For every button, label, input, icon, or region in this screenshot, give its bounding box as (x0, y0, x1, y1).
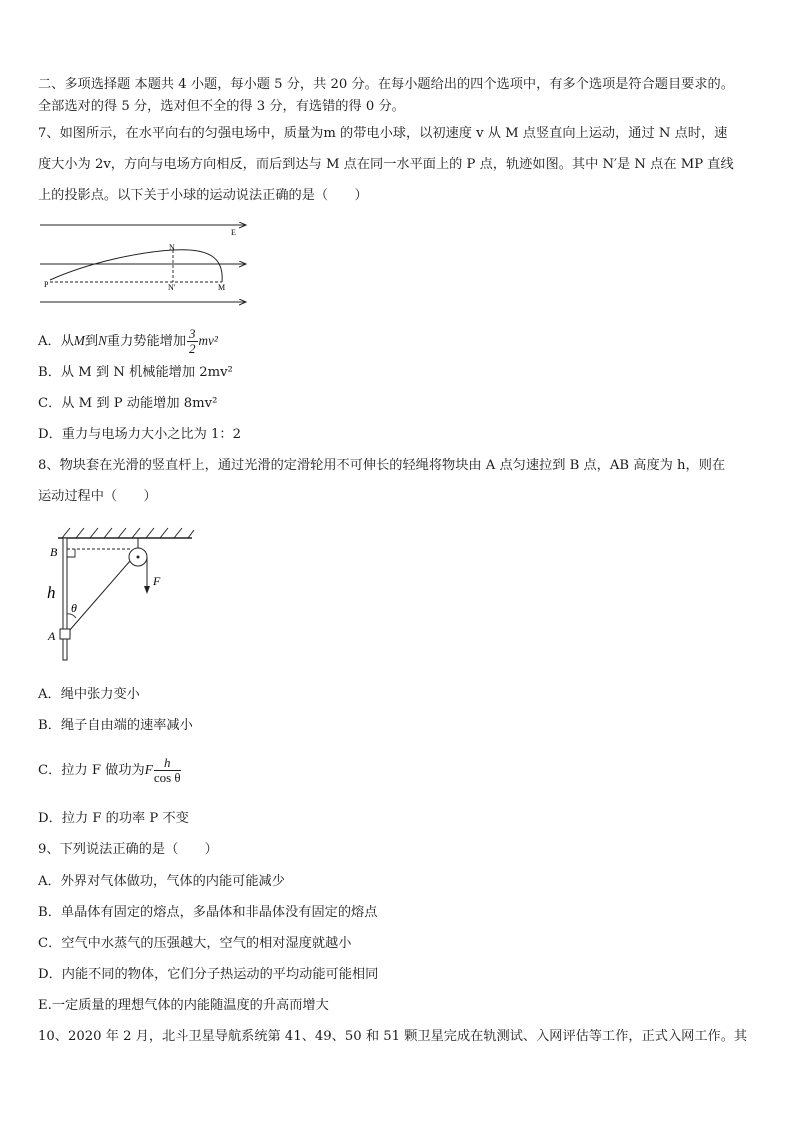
q8-stem-line-2: 运动过程中（ ） (38, 489, 157, 504)
ceiling-hatching (62, 528, 194, 538)
q9-option-b: B．单晶体有固定的熔点，多晶体和非晶体没有固定的熔点 (38, 905, 378, 920)
label-N: N (169, 243, 175, 252)
label-P: P (44, 280, 49, 289)
label-theta: θ (71, 601, 77, 615)
q7-option-d: D．重力与电场力大小之比为 1：2 (38, 427, 241, 442)
section-header-line-1: 二、多项选择题 本题共 4 小题，每小题 5 分，共 20 分。在每小题给出的四个选项中，有多个选项是符合题目要求的。 (38, 77, 734, 92)
q9-option-a: A．外界对气体做功，气体的内能可能减少 (38, 874, 285, 889)
q8-option-b: B．绳子自由端的速率减小 (38, 718, 193, 733)
q9-option-d: D．内能不同的物体，它们分子热运动的平均动能可能相同 (38, 967, 379, 982)
section-header-line-2: 全部选对的得 5 分，选对但不全的得 3 分，有选错的得 0 分。 (38, 99, 405, 114)
q8-stem-line-1: 8、物块套在光滑的竖直杆上，通过光滑的定滑轮用不可伸长的轻绳将物块由 A 点匀速拉到 B 点，AB 高度为 h，则在 (38, 458, 726, 473)
label-E: E (231, 228, 236, 237)
force-arrowhead (144, 586, 150, 594)
q9-option-e: E.一定质量的理想气体的内能随温度的升高而增大 (38, 998, 329, 1013)
right-angle-mark (67, 549, 75, 557)
q10-stem-line-1: 10、2020 年 2 月，北斗卫星导航系统第 41、49、50 和 51 颗卫星完成在轨测试、入网评估等工作，正式入网工作。其 (38, 1029, 748, 1044)
label-h: h (47, 583, 56, 602)
q8-option-d: D．拉力 F 的功率 P 不变 (38, 811, 189, 826)
rope-diagonal (69, 561, 130, 631)
q7-option-b: B．从 M 到 N 机械能增加 2mv² (38, 365, 233, 380)
label-M: M (218, 283, 226, 292)
fraction-three-halves: $\frac{3}{2}$ (189, 326, 196, 356)
q9-stem: 9、下列说法正确的是（ ） (38, 842, 218, 857)
q8-option-a: A．绳中张力变小 (38, 687, 140, 702)
block (60, 629, 70, 639)
vertical-rod (63, 538, 67, 660)
q7-stem-line-2: 度大小为 2v，方向与电场方向相反，而后到达与 M 点在同一水平面上的 P 点，轨迹如图。其中 N′是 N 点在 MP 直线 (38, 157, 734, 172)
fraction-h-over-cos-theta: $\frac{h}{\text{cos θ}}$ (153, 755, 181, 785)
q7-option-c: C．从 M 到 P 动能增加 8mv² (38, 396, 218, 411)
label-A: A (48, 629, 56, 643)
q8-option-c: C．拉力 F 做功为F $\frac{h}{\text{cos θ}}$ (38, 755, 181, 785)
label-B: B (50, 545, 58, 559)
label-N-prime: N′ (168, 283, 176, 292)
label-F: F (153, 574, 161, 588)
q7-option-a: A．从M到N重力势能增加 $\frac{3}{2}$ mv² (38, 326, 218, 356)
q7-stem-line-1: 7、如图所示，在水平向右的匀强电场中，质量为m 的带电小球，以初速度 v 从 M 点竖直向上运动，通过 N 点时，速 (38, 126, 728, 141)
q7-stem-line-3: 上的投影点。以下关于小球的运动说法正确的是（ ） (38, 188, 368, 203)
q9-option-c: C．空气中水蒸气的压强越大，空气的相对湿度就越小 (38, 936, 352, 951)
pulley-axle (137, 556, 140, 559)
